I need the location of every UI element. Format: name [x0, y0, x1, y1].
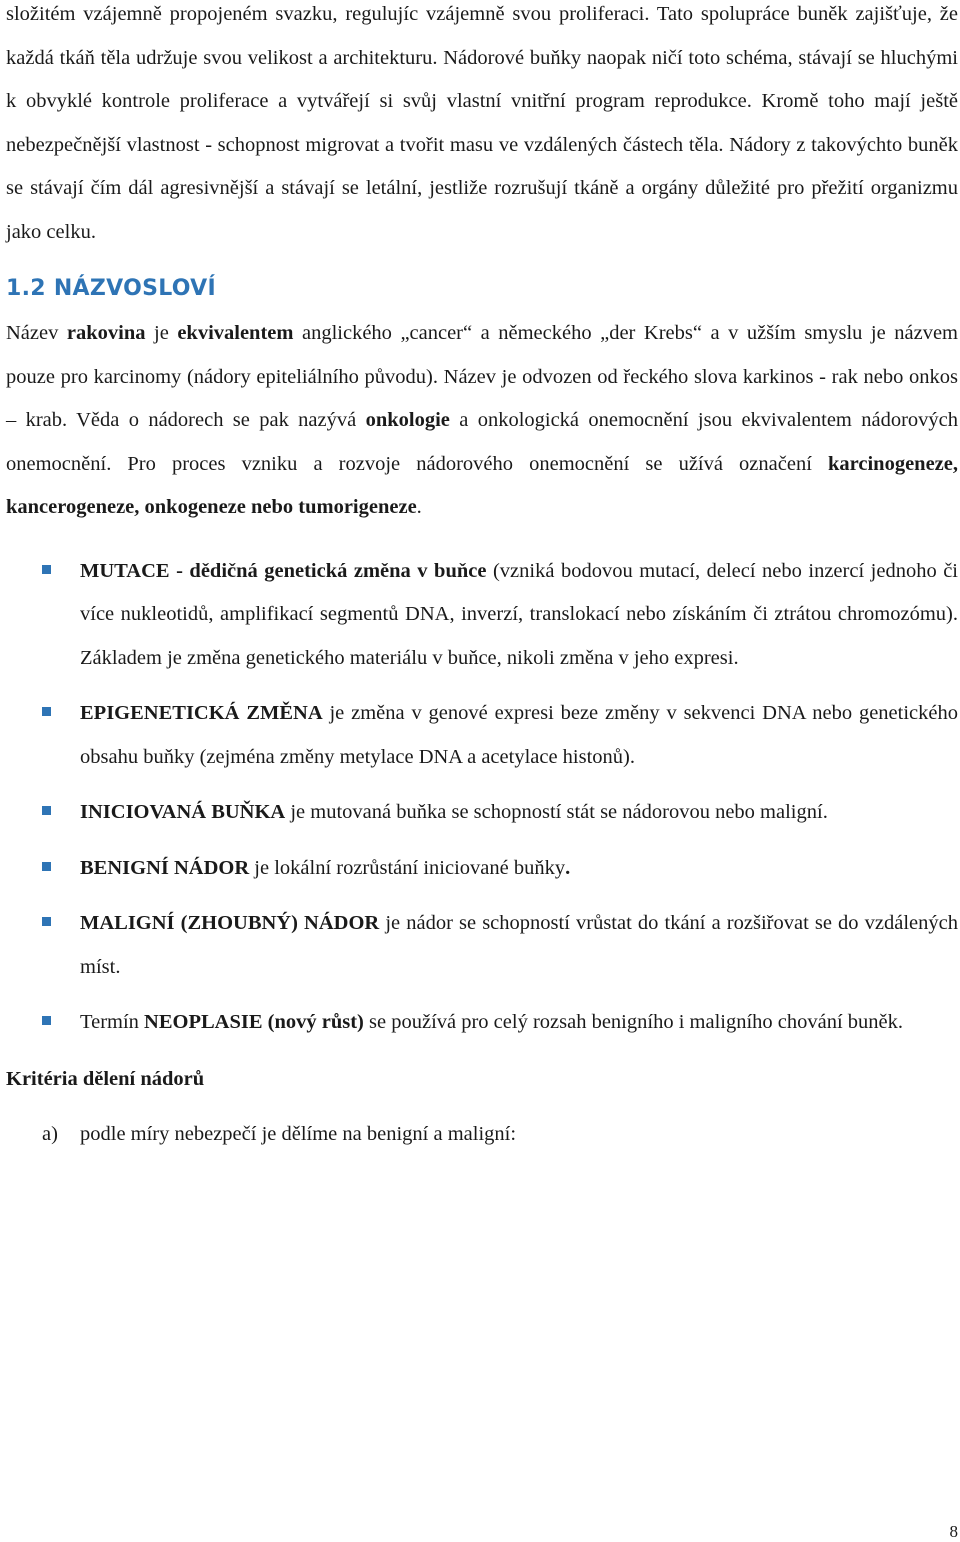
- text-run: (vzniká bodovou mutací, delecí nebo inzercí jednoho či více nukleotidů, amplifikací segmentů DNA, inverzí, translokací nebo získáním či ztrátou chromozómu). Základem je změna genetického materiálu v buňce, nikoli změna v jeho expresi.: [80, 559, 958, 669]
- list-item-text: [80, 702, 958, 768]
- text-run: anglického „cancer“ a německého „der Krebs“ a v užším smyslu je názvem pouze pro karcinomy (nádory epiteliálního původu). Název je odvozen od řeckého slova karkinos - rak nebo onkos – krab. Věda o nádorech se pak nazývá: [6, 322, 958, 431]
- square-bullet-icon: [42, 806, 51, 815]
- text-run: Termín: [80, 1011, 145, 1033]
- text-run: je lokální rozrůstání iniciované buňky: [249, 856, 566, 879]
- naming-paragraph: [6, 312, 958, 530]
- list-item-text: [80, 912, 958, 978]
- bold-text-run: onkologie: [365, 409, 450, 431]
- bold-text-run: ekvivalentem: [177, 322, 294, 344]
- list-item-maligni-nador: [6, 902, 958, 989]
- enum-label: a): [42, 1123, 58, 1145]
- square-bullet-icon: [42, 917, 51, 926]
- text-run: je mutovaná buňka se schopností stát se nádorovou nebo maligní.: [285, 801, 828, 823]
- text-run: je změna v genové expresi beze změny v sekvenci DNA nebo genetického obsahu buňky (zejména změny metylace DNA a acetylace histonů).: [80, 702, 958, 768]
- section-number: 1.2: [6, 276, 46, 301]
- list-item-benigni-nador: [6, 847, 958, 891]
- section-title: NÁZVOSLOVÍ: [53, 276, 216, 301]
- list-item-text: [80, 801, 828, 823]
- bold-text-run: rakovina: [66, 322, 146, 344]
- bold-text-run: .: [565, 856, 571, 879]
- text-run: a onkologická onemocnění jsou ekvivalentem nádorových onemocnění. Pro proces vzniku a rozvoje nádorového onemocnění se užívá označení: [6, 409, 958, 475]
- text-run: složitém vzájemně propojeném svazku, regulujíc vzájemně svou proliferaci. Tato spolupráce buněk zajišťuje, že každá tkáň těla udržuje svou velikost a architekturu. Nádorové buňky naopak ničí toto schéma, stávají se hluchými k obvyklé kontrole proliferace a vytvářejí si svůj vlastní vnitřní program reprodukce. Kromě toho mají ještě nebezpečnější vlastnost - schopnost migrovat a tvořit masu ve vzdálených částech těla. Nádory z takovýchto buněk se stávají čím dál agresivnější a stávají se letální, jestliže rozrušují tkáně a orgány důležité pro přežití organizmu jako celku.: [6, 3, 958, 243]
- document-page: [6, 0, 958, 1157]
- list-item-neoplasie: [6, 1001, 958, 1045]
- definition-list: [6, 550, 958, 1045]
- intro-paragraph: [6, 0, 958, 254]
- list-item-text: [80, 1011, 903, 1033]
- bold-text-run: INICIOVANÁ BUŇKA: [80, 801, 286, 823]
- section-heading: [6, 272, 958, 306]
- square-bullet-icon: [42, 1016, 51, 1025]
- text-run: Název: [6, 322, 67, 344]
- list-item-epigeneticka-zmena: [6, 692, 958, 779]
- page-number: 8: [949, 1522, 958, 1541]
- text-run: se používá pro celý rozsah benigního i maligního chování buněk.: [363, 1011, 904, 1033]
- bold-text-run: NEOPLASIE (nový růst): [144, 1011, 364, 1033]
- text-run: je: [145, 322, 178, 344]
- enum-text: podle míry nebezpečí je dělíme na benigní a maligní:: [80, 1123, 517, 1145]
- list-item-text: [80, 857, 570, 879]
- bold-text-run: MALIGNÍ (ZHOUBNÝ) NÁDOR: [80, 912, 380, 934]
- list-item-iniciovana-bunka: [6, 791, 958, 835]
- square-bullet-icon: [42, 565, 51, 574]
- text-run: je nádor se schopností vrůstat do tkání a rozšiřovat se do vzdálených míst.: [80, 912, 959, 978]
- bold-text-run: karcinogeneze, kancerogeneze, onkogeneze nebo tumorigeneze: [6, 452, 958, 518]
- list-item-mutace: [6, 550, 958, 681]
- criteria-item-a: [6, 1113, 958, 1157]
- bold-text-run: EPIGENETICKÁ ZMĚNA: [80, 702, 323, 724]
- list-item-text: [80, 560, 958, 669]
- bold-text-run: MUTACE - dědičná genetická změna v buňce: [80, 559, 487, 582]
- criteria-heading: Kritéria dělení nádorů: [6, 1067, 205, 1090]
- square-bullet-icon: [42, 707, 51, 716]
- bold-text-run: BENIGNÍ NÁDOR: [80, 856, 250, 879]
- square-bullet-icon: [42, 862, 51, 871]
- text-run: .: [416, 496, 422, 518]
